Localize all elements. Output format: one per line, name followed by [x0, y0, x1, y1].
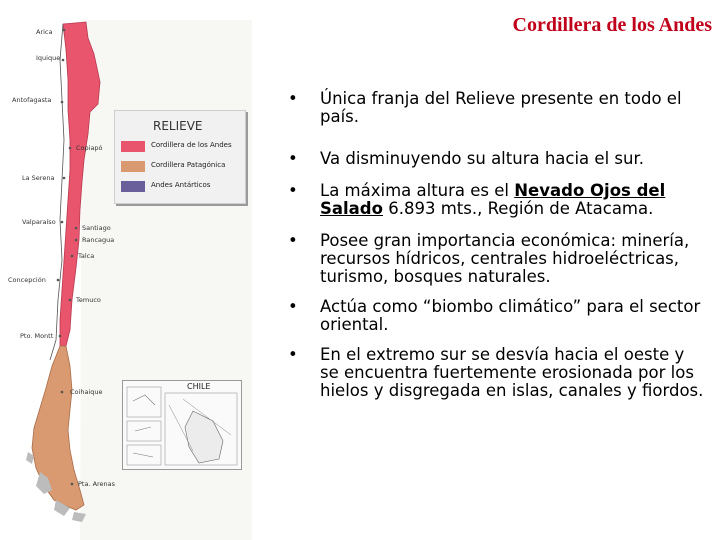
bullet-text: Única franja del Relieve presente en todo el país.	[320, 89, 682, 126]
bullet-item	[288, 232, 708, 286]
bullet-text-suffix: 6.893 mts., Región de Atacama.	[382, 199, 654, 218]
legend-label: Andes Antárticos	[151, 181, 211, 189]
bullet-text-prefix: La máxima altura es el	[320, 181, 515, 200]
bullet-marker: •	[288, 345, 298, 364]
inset-title: CHILE	[187, 382, 211, 391]
bullet-marker: •	[288, 231, 298, 250]
city-label: Pto. Montt	[20, 332, 54, 340]
bullet-item	[288, 346, 708, 400]
bullet-text: Actúa como “biombo climático” para el sector oriental.	[320, 297, 701, 334]
legend-label: Cordillera de los Andes	[151, 141, 232, 149]
inset-drawing	[123, 381, 241, 469]
bullet-item	[288, 182, 708, 218]
page-title: Cordillera de los Andes	[512, 14, 712, 36]
city-label: Arica	[36, 28, 53, 36]
city-label: Valparaíso	[22, 218, 56, 226]
legend-swatch	[121, 161, 145, 172]
highlighted-peak-name: Nevado Ojos del Salado	[320, 181, 666, 218]
bullet-marker: •	[288, 149, 298, 168]
chile-relief-map	[0, 0, 252, 540]
bullet-text: En el extremo sur se desvía hacia el oeste y se encuentra fuertemente erosionada por los hielos y disgregada en islas, canales y fiordos.	[320, 345, 704, 400]
bullet-list	[288, 90, 708, 400]
city-label: Copiapó	[76, 144, 103, 152]
city-label: Concepción	[8, 276, 46, 284]
city-label: Antofagasta	[12, 96, 52, 104]
city-label: Iquique	[36, 54, 61, 62]
bullet-item	[288, 298, 708, 334]
bullet-marker: •	[288, 181, 298, 200]
bullet-text: Va disminuyendo su altura hacia el sur.	[320, 149, 644, 168]
legend-swatch	[121, 141, 145, 152]
city-label: Santiago	[82, 224, 111, 232]
city-label: Rancagua	[82, 236, 115, 244]
legend-title: RELIEVE	[153, 119, 203, 133]
legend-swatch	[121, 181, 145, 192]
city-label: Temuco	[76, 296, 101, 304]
legend-label: Cordillera Patagónica	[151, 161, 226, 169]
bullet-marker: •	[288, 89, 298, 108]
city-label: Coihaique	[70, 388, 103, 396]
bullet-text: Posee gran importancia económica: minería, recursos hídricos, centrales hidroeléctricas, turismo, bosques naturales.	[320, 231, 690, 286]
bullet-item	[288, 90, 708, 126]
bullet-marker: •	[288, 297, 298, 316]
city-label: Talca	[78, 252, 95, 260]
city-label: Pta. Arenas	[78, 480, 116, 488]
bullet-item	[288, 150, 708, 168]
map-legend	[114, 110, 246, 204]
antarctic-inset-map	[122, 380, 242, 470]
city-label: La Serena	[22, 174, 55, 182]
